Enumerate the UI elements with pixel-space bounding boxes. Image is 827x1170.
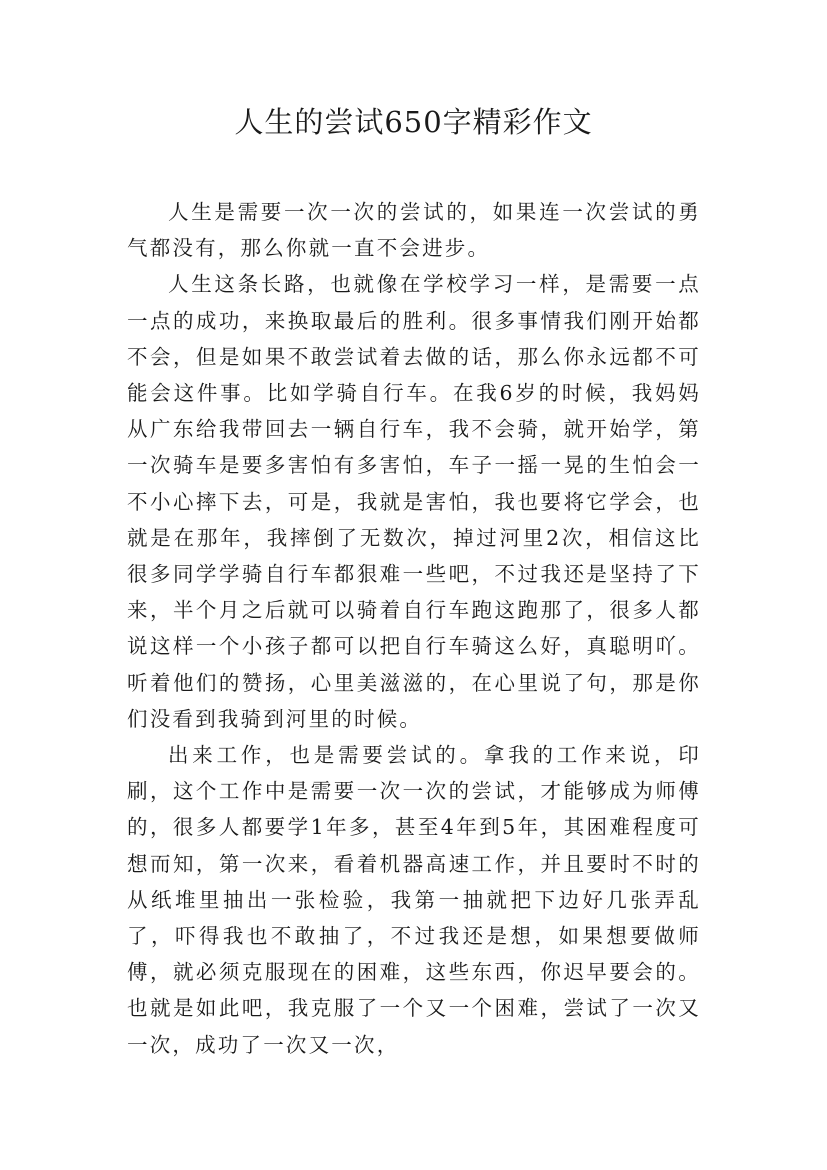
document-body bbox=[127, 194, 701, 1063]
paragraph-2: 人生这条长路，也就像在学校学习一样，是需要一点一点的成功，来换取最后的胜利。很多事情我们刚开始都不会，但是如果不敢尝试着去做的话，那么你永远都不可能会这件事。比如学骑自行车。在我6岁的时候，我妈妈从广东给我带回去一辆自行车，我不会骑，就开始学，第一次骑车是要多害怕有多害怕，车子一摇一晃的生怕会一不小心摔下去，可是，我就是害怕，我也要将它学会，也就是在那年，我摔倒了无数次，掉过河里2次，相信这比很多同学学骑自行车都狠难一些吧，不过我还是坚持了下来，半个月之后就可以骑着自行车跑这跑那了，很多人都说这样一个小孩子都可以把自行车骑这么好，真聪明吖。听着他们的赞扬，心里美滋滋的，在心里说了句，那是你们没看到我骑到河里的时候。 bbox=[127, 272, 701, 731]
document-title: 人生的尝试650字精彩作文 bbox=[234, 105, 593, 139]
paragraph-1: 人生是需要一次一次的尝试的，如果连一次尝试的勇气都没有，那么你就一直不会进步。 bbox=[127, 200, 701, 261]
paragraph-3: 出来工作，也是需要尝试的。拿我的工作来说，印刷，这个工作中是需要一次一次的尝试，才能够成为师傅的，很多人都要学1年多，甚至4年到5年，其困难程度可想而知，第一次来，看着机器高速工作，并且要时不时的从纸堆里抽出一张检验，我第一抽就把下边好几张弄乱了，吓得我也不敢抽了，不过我还是想，如果想要做师傅，就必须克服现在的困难，这些东西，你迟早要会的。也就是如此吧，我克服了一个又一个困难，尝试了一次又一次，成功了一次又一次， bbox=[127, 743, 701, 1057]
